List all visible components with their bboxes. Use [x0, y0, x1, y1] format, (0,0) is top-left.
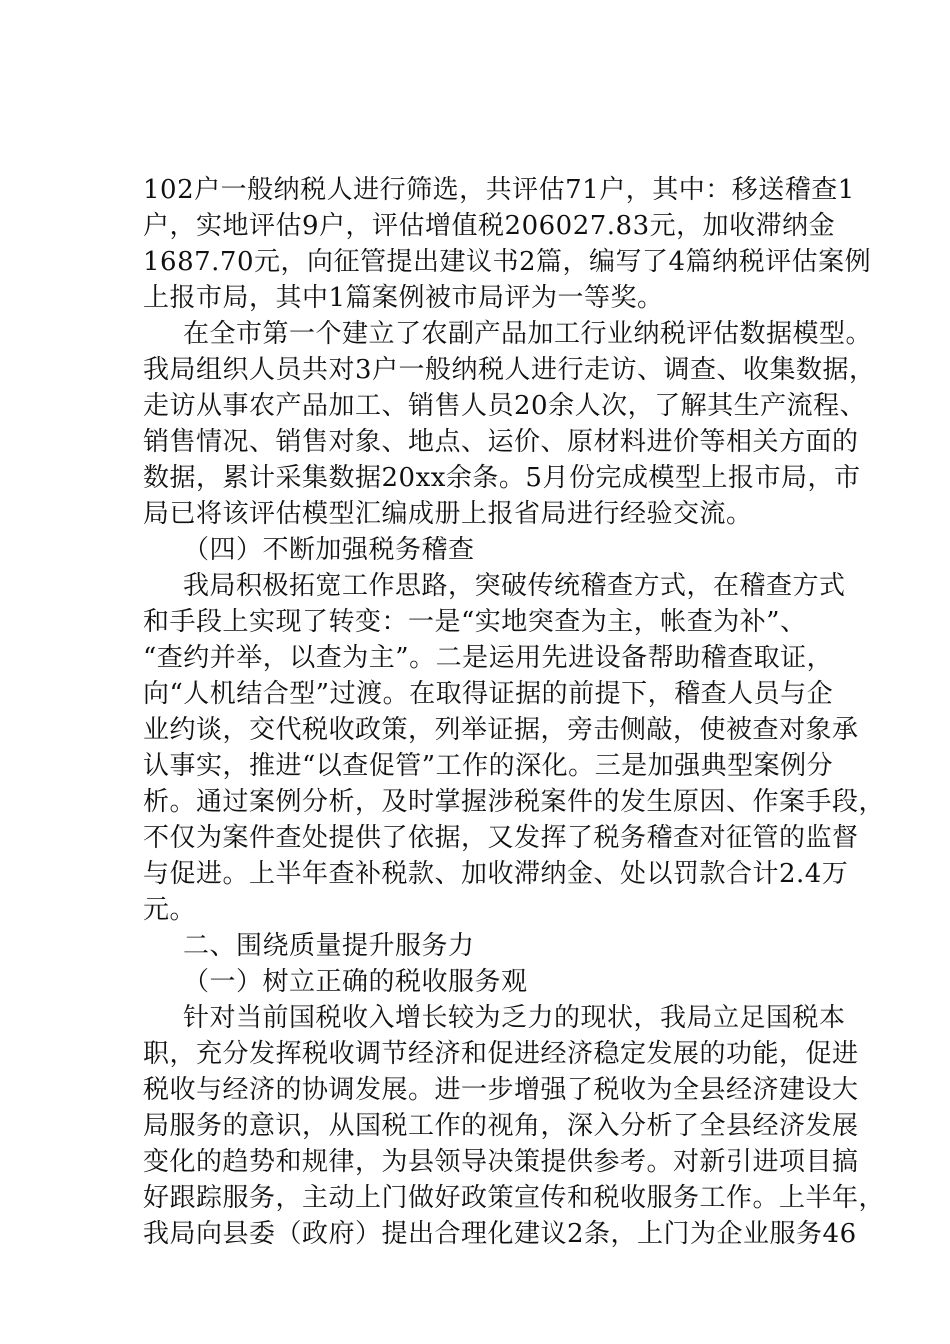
text-line: 数据，累计采集数据20xx余条。5月份完成模型上报市局，市 [143, 463, 861, 493]
text-line: 好跟踪服务，主动上门做好政策宣传和税收服务工作。上半年， [143, 1183, 886, 1213]
text-line: 针对当前国税收入增长较为乏力的现状，我局立足国税本 [183, 1003, 846, 1033]
text-line: 1687.70元，向征管提出建议书2篇，编写了4篇纳税评估案例 [143, 247, 872, 277]
text-line: 职，充分发挥税收调节经济和促进经济稳定发展的功能，促进 [143, 1039, 859, 1069]
section-heading: （四）不断加强税务稽查 [183, 535, 475, 565]
text-line: 税收与经济的协调发展。进一步增强了税收为全县经济建设大 [143, 1075, 859, 1105]
text-line: 走访从事农产品加工、销售人员20余人次，了解其生产流程、 [143, 391, 867, 421]
text-line: 局已将该评估模型汇编成册上报省局进行经验交流。 [143, 499, 753, 529]
text-line: 认事实，推进“以查促管”工作的深化。三是加强典型案例分 [143, 751, 834, 781]
text-line: 销售情况、销售对象、地点、运价、原材料进价等相关方面的 [143, 427, 859, 457]
text-line: 变化的趋势和规律，为县领导决策提供参考。对新引进项目搞 [143, 1147, 859, 1177]
section-heading: 二、围绕质量提升服务力 [183, 931, 475, 961]
text-line: 102户一般纳税人进行筛选，共评估71户，其中：移送稽查1 [143, 175, 855, 205]
text-line: 局服务的意识，从国税工作的视角，深入分析了全县经济发展 [143, 1111, 859, 1141]
text-line: 户，实地评估9户，评估增值税206027.83元，加收滞纳金 [143, 211, 836, 241]
text-line: “查约并举，以查为主”。二是运用先进设备帮助稽查取证， [143, 643, 834, 673]
text-line: 我局积极拓宽工作思路，突破传统稽查方式，在稽查方式 [183, 571, 846, 601]
text-line: 我局向县委（政府）提出合理化建议2条，上门为企业服务46 [143, 1219, 857, 1249]
text-line: 与促进。上半年查补税款、加收滞纳金、处以罚款合计2.4万 [143, 859, 849, 889]
text-line: 在全市第一个建立了农副产品加工行业纳税评估数据模型。 [183, 319, 873, 349]
text-line: 向“人机结合型”过渡。在取得证据的前提下，稽查人员与企 [143, 679, 834, 709]
text-line: 我局组织人员共对3户一般纳税人进行走访、调查、收集数据， [143, 355, 876, 385]
text-line: 业约谈，交代税收政策，列举证据，旁击侧敲，使被查对象承 [143, 715, 859, 745]
text-line: 元。 [143, 895, 197, 925]
section-heading: （一）树立正确的税收服务观 [183, 967, 528, 997]
text-line: 和手段上实现了转变：一是“实地突查为主，帐查为补”、 [143, 607, 807, 637]
text-line: 不仅为案件查处提供了依据，又发挥了税务稽查对征管的监督 [143, 823, 859, 853]
text-line: 析。通过案例分析，及时掌握涉税案件的发生原因、作案手段， [143, 787, 886, 817]
text-line: 上报市局，其中1篇案例被市局评为一等奖。 [143, 283, 664, 313]
